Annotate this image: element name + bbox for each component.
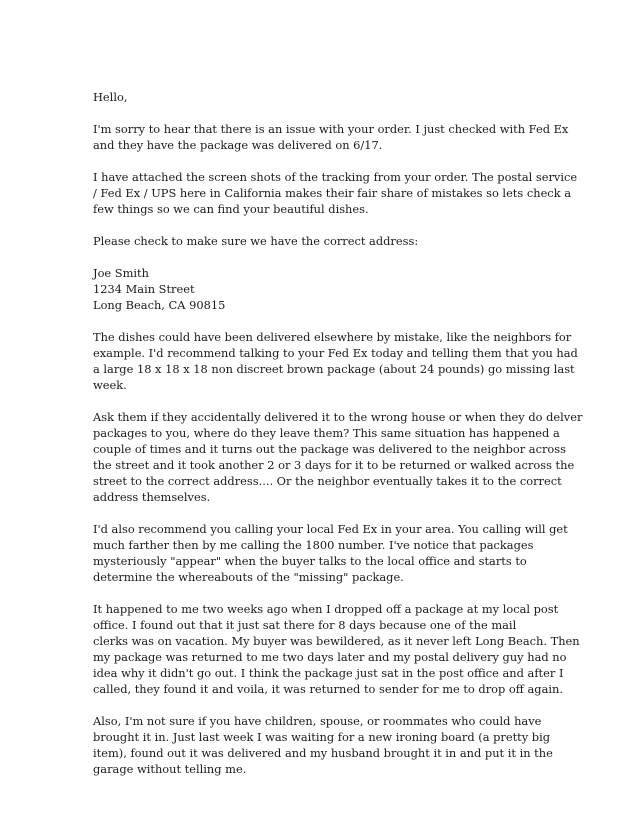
letter-paragraph (93, 233, 553, 249)
text-line: street to the correct address.... Or the neighbor eventually takes it to the correct (93, 474, 562, 488)
text-line: The dishes could have been delivered elsewhere by mistake, like the neighbors for (93, 330, 572, 344)
text-line: office. I found out that it just sat there for 8 days because one of the mail (93, 618, 517, 632)
text-line: week. (93, 378, 127, 392)
text-line: Also, I'm not sure if you have children, spouse, or roommates who could have (93, 714, 542, 728)
text-line: Long Beach, CA 90815 (93, 298, 226, 312)
letter-paragraph (93, 409, 583, 505)
text-line: determine the whereabouts of the "missing" package. (93, 570, 404, 584)
letter-paragraph (93, 329, 578, 393)
text-line: / Fed Ex / UPS here in California makes their fair share of mistakes so lets check a (93, 186, 572, 200)
text-line: Hello, (93, 90, 128, 104)
text-line: and they have the package was delivered on 6/17. (93, 138, 383, 152)
text-line: I'm sorry to hear that there is an issue with your order. I just checked with Fed Ex (93, 122, 569, 136)
text-line: 1234 Main Street (93, 282, 195, 296)
text-line: item), found out it was delivered and my husband brought it in and put it in the (93, 746, 553, 760)
text-line: example. I'd recommend talking to your Fed Ex today and telling them that you had (93, 346, 578, 360)
letter-paragraph (93, 121, 569, 153)
letter-body (93, 89, 583, 777)
text-line: brought it in. Just last week I was waiting for a new ironing board (a pretty big (93, 730, 551, 744)
text-line: idea why it didn't go out. I think the package just sat in the post office and after I (93, 666, 564, 680)
letter-paragraph (93, 169, 578, 217)
text-line: Joe Smith (93, 266, 149, 280)
text-line: few things so we can find your beautiful dishes. (93, 202, 369, 216)
text-line: the street and it took another 2 or 3 days for it to be returned or walked across the (93, 458, 575, 472)
text-line: garage without telling me. (93, 762, 247, 776)
text-line: I have attached the screen shots of the tracking from your order. The postal service (93, 170, 578, 184)
text-line: clerks was on vacation. My buyer was bewildered, as it never left Long Beach. Then (93, 634, 580, 648)
text-line: a large 18 x 18 x 18 non discreet brown package (about 24 pounds) go missing last (93, 362, 575, 376)
text-line: much farther then by me calling the 1800 number. I've notice that packages (93, 538, 534, 552)
text-line: address themselves. (93, 490, 211, 504)
text-line: It happened to me two weeks ago when I dropped off a package at my local post (93, 602, 559, 616)
text-line: couple of times and it turns out the package was delivered to the neighbor across (93, 442, 566, 456)
letter-paragraph (93, 521, 568, 585)
letter-paragraph (93, 713, 553, 777)
letter-paragraph (93, 265, 553, 313)
text-line: Ask them if they accidentally delivered it to the wrong house or when they do delver (93, 410, 583, 424)
text-line: packages to you, where do they leave them? This same situation has happened a (93, 426, 560, 440)
text-line: Please check to make sure we have the correct address: (93, 234, 419, 248)
text-line: my package was returned to me two days later and my postal delivery guy had no (93, 650, 567, 664)
text-line: called, they found it and voila, it was returned to sender for me to drop off again. (93, 682, 563, 696)
text-line: mysteriously "appear" when the buyer talks to the local office and starts to (93, 554, 527, 568)
letter-paragraph (93, 601, 580, 697)
letter-paragraph (93, 89, 553, 105)
text-line: I'd also recommend you calling your local Fed Ex in your area. You calling will get (93, 522, 568, 536)
